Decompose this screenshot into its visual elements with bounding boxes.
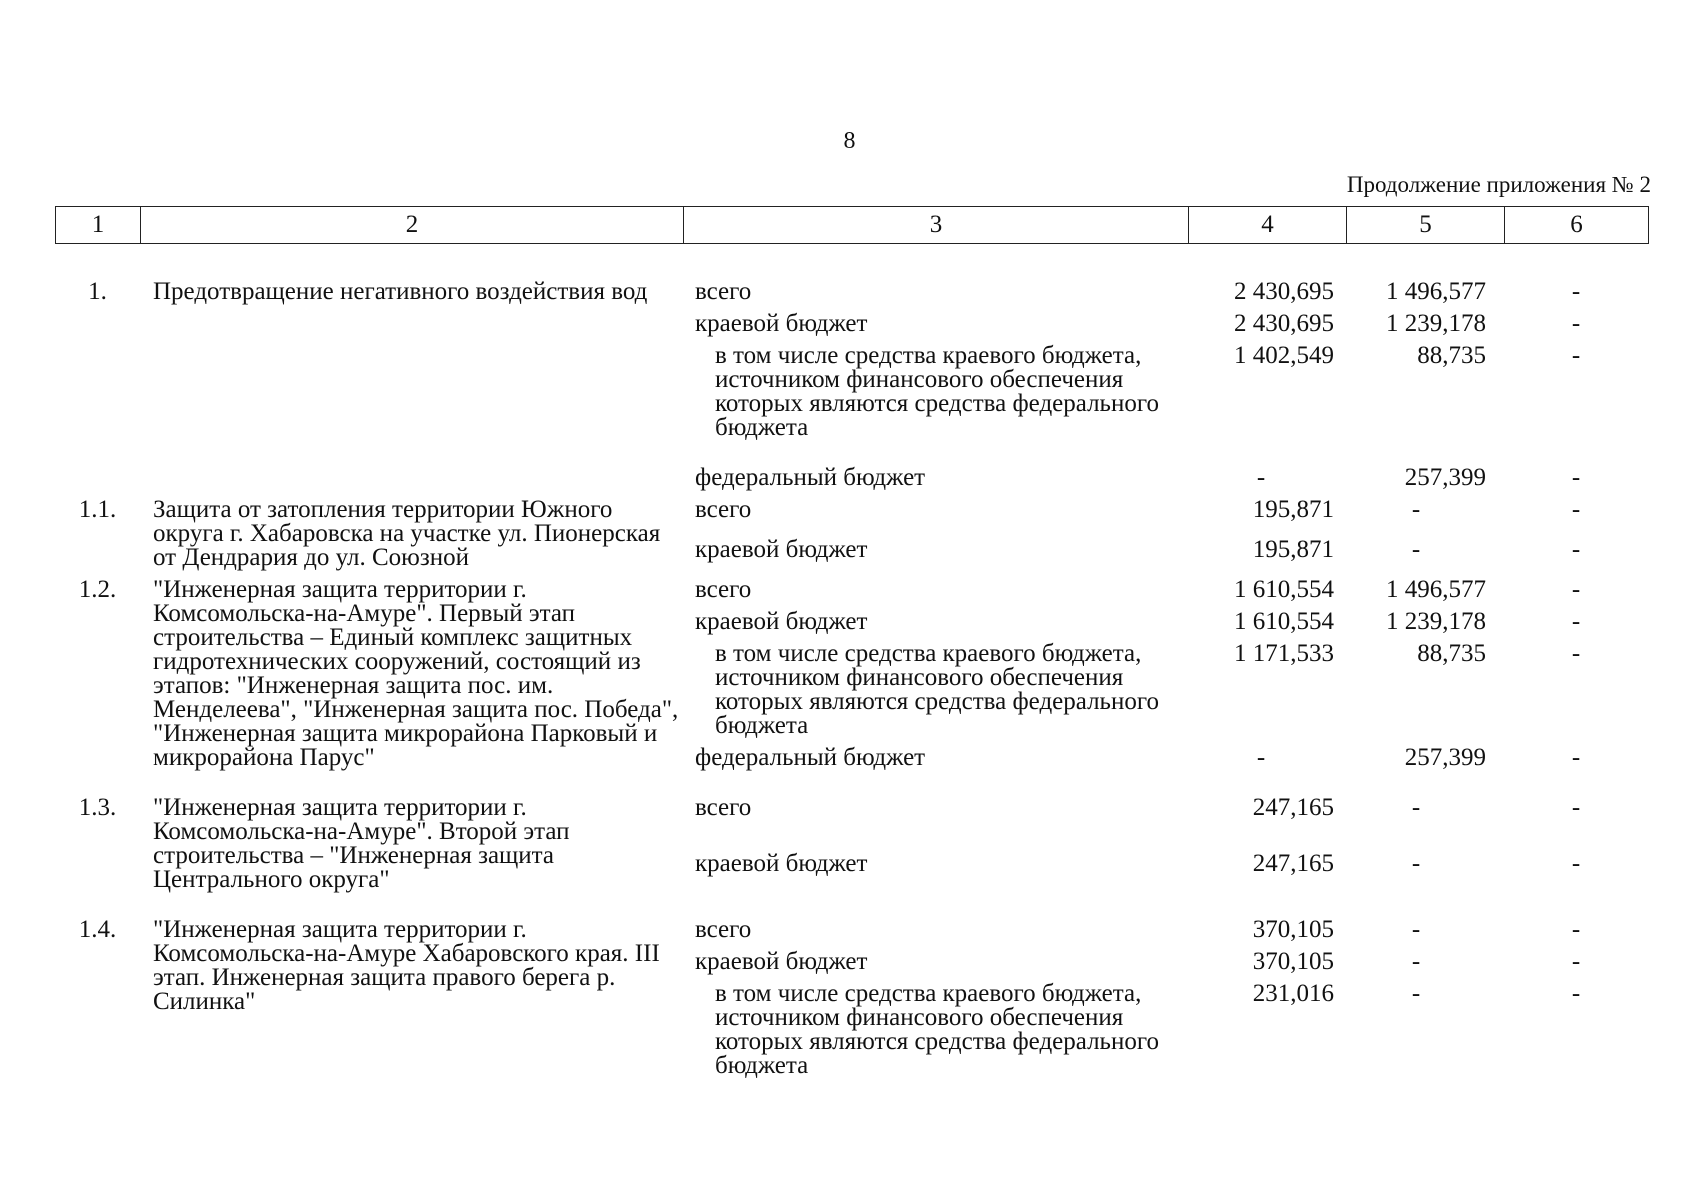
value-col-6: - [1571,794,1581,821]
value-col-4-text: 195,871 [1252,536,1334,563]
value-col-4 [1188,848,1346,896]
value-col-5 [1346,574,1504,606]
value-col-4-text: 2 430,695 [1234,278,1334,305]
value-col-6: - [1571,744,1581,771]
value-col-5 [1346,774,1504,848]
item-name: "Инженерная защита территории г. Комсомольска-на-Амуре". Второй этап строительства – "Инженерная защита Центрального округа" [153,794,570,893]
value-col-6: - [1571,464,1581,491]
item-name: Защита от затопления территории Южного округа г. Хабаровска на участке ул. Пионерская от Дендрария до ул. Союзной [153,496,661,571]
value-col-4-text: - [1256,464,1266,491]
value-col-5 [1346,276,1504,308]
value-col-4-text: 1 402,549 [1234,342,1334,369]
value-col-4-text: 247,165 [1252,850,1334,878]
item-number: 1.1. [78,496,117,523]
funding-source: краевой бюджет [695,608,868,635]
value-col-5-text: - [1411,794,1421,821]
appendix-note: Продолжение приложения № 2 [1346,172,1651,197]
value-col-5 [1346,848,1504,896]
value-col-5-text: 1 239,178 [1386,608,1486,635]
item-name: "Инженерная защита территории г. Комсомольска-на-Амуре Хабаровского края. III этап. Инженерная защита правого берега р. Силинка" [153,916,660,1015]
value-col-5-text: 88,735 [1417,342,1486,369]
funding-source: федеральный бюджет [695,744,926,771]
value-col-4-text: 370,105 [1252,916,1334,943]
value-col-4 [1188,978,1346,1082]
value-col-6: - [1571,278,1581,305]
value-col-4-text: 1 610,554 [1234,608,1334,635]
value-col-4 [1188,340,1346,444]
value-col-5-text: 257,399 [1404,744,1486,771]
value-col-5 [1346,638,1504,742]
funding-source: в том числе средства краевого бюджета, источником финансового обеспечения которых являются средства федерального бюджета [715,640,1159,739]
value-col-4-text: 2 430,695 [1234,310,1334,337]
value-col-6: - [1571,496,1581,523]
value-col-4-text: 1 610,554 [1234,576,1334,603]
value-col-4-text: 231,016 [1252,980,1334,1007]
value-col-4 [1188,308,1346,340]
value-col-5-text: 88,735 [1417,640,1486,667]
funding-source: всего [695,916,752,943]
funding-source: в том числе средства краевого бюджета, источником финансового обеспечения которых являются средства федерального бюджета [715,342,1159,441]
value-col-5 [1346,606,1504,638]
column-header: 1 [56,207,141,244]
value-col-5 [1346,978,1504,1082]
value-col-4 [1188,742,1346,774]
value-col-6: - [1571,536,1581,563]
column-header: 5 [1347,207,1505,244]
value-col-5-text: - [1411,536,1421,563]
item-number: 1.4. [78,916,117,943]
table-row [55,774,1648,848]
budget-table-body [55,276,1648,1082]
funding-source: краевой бюджет [695,536,868,563]
value-col-6: - [1571,916,1581,943]
item-name: "Инженерная защита территории г. Комсомольска-на-Амуре". Первый этап строительства – Единый комплекс защитных гидротехнических сооружений, состоящий из этапов: "Инженерная защита пос. им. Менделеева", "Инженерная защита пос. Победа", "Инженерная защита микрорайона Парковый и микрорайона Парус" [153,576,679,771]
value-col-5 [1346,534,1504,574]
funding-source: всего [695,576,752,603]
value-col-5-text: - [1411,496,1421,523]
table-row [55,276,1648,308]
value-col-6: - [1571,980,1581,1007]
value-col-4 [1188,774,1346,848]
column-header-row [56,207,1649,244]
value-col-4 [1188,494,1346,534]
value-col-4 [1188,606,1346,638]
item-number: 1. [88,278,107,305]
value-col-5 [1346,340,1504,444]
value-col-4-text: 247,165 [1252,794,1334,821]
value-col-5 [1346,896,1504,946]
value-col-5 [1346,742,1504,774]
value-col-6: - [1571,850,1581,878]
value-col-5-text: - [1411,850,1421,878]
funding-source: всего [695,278,752,305]
item-number: 1.2. [78,576,117,603]
value-col-6: - [1571,576,1581,603]
table-row [55,896,1648,946]
value-col-5-text: 1 239,178 [1386,310,1486,337]
value-col-5-text: - [1411,916,1421,943]
value-col-4 [1188,896,1346,946]
value-col-5-text: 1 496,577 [1386,576,1486,603]
column-header: 3 [684,207,1189,244]
table-row [55,494,1648,534]
value-col-6: - [1571,608,1581,635]
item-name: Предотвращение негативного воздействия вод [153,278,648,305]
value-col-6: - [1571,640,1581,667]
item-number: 1.3. [78,794,117,821]
value-col-6: - [1571,342,1581,369]
value-col-4 [1188,638,1346,742]
value-col-5-text: 257,399 [1404,464,1486,491]
value-col-5 [1346,494,1504,534]
value-col-5-text: 1 496,577 [1386,278,1486,305]
column-header: 2 [141,207,684,244]
funding-source: федеральный бюджет [695,464,926,491]
funding-source: краевой бюджет [695,850,868,878]
page-number: 8 [843,128,856,154]
value-col-4 [1188,574,1346,606]
value-col-6: - [1571,948,1581,975]
value-col-5 [1346,946,1504,978]
value-col-5-text: - [1411,948,1421,975]
value-col-4 [1188,444,1346,494]
value-col-6: - [1571,310,1581,337]
value-col-4 [1188,946,1346,978]
value-col-4 [1188,276,1346,308]
funding-source: краевой бюджет [695,310,868,337]
value-col-4-text: 1 171,533 [1234,640,1334,667]
value-col-4-text: - [1256,744,1266,771]
value-col-4-text: 370,105 [1252,948,1334,975]
value-col-4 [1188,534,1346,574]
funding-source: в том числе средства краевого бюджета, источником финансового обеспечения которых являются средства федерального бюджета [715,980,1159,1079]
column-header: 6 [1505,207,1649,244]
value-col-5-text: - [1411,980,1421,1007]
funding-source: краевой бюджет [695,948,868,975]
value-col-5 [1346,308,1504,340]
column-header: 4 [1189,207,1347,244]
table-row [55,574,1648,606]
value-col-4-text: 195,871 [1252,496,1334,523]
budget-table [55,276,1648,1082]
value-col-5 [1346,444,1504,494]
funding-source: всего [695,794,752,821]
column-header-table [55,206,1649,244]
funding-source: всего [695,496,752,523]
